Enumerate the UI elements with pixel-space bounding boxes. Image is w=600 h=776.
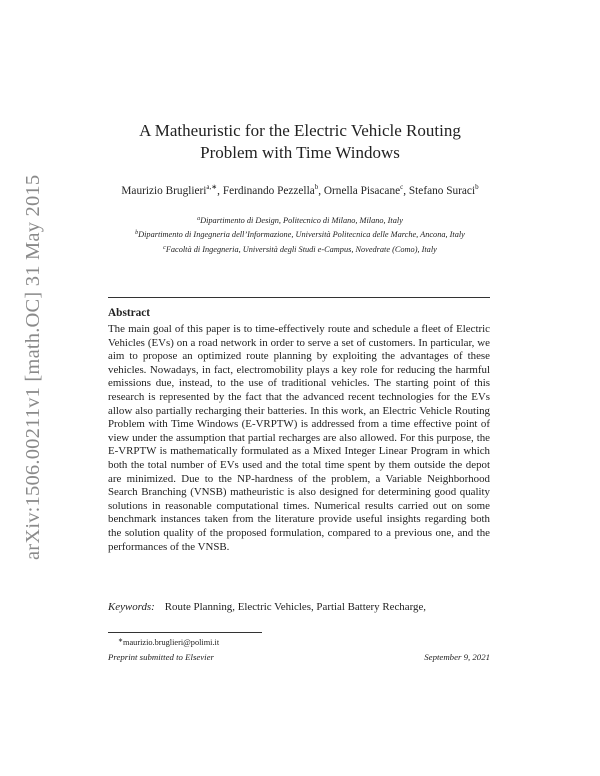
- abstract-top-rule: [108, 297, 490, 298]
- footnote-mark: ∗: [118, 638, 124, 644]
- abstract-body: The main goal of this paper is to time-effectively route and schedule a fleet of Electric Vehicles (EVs) on a road network in order to serve a set of customers. In particular, we aim to propose an optimized route planning by exploiting the advantages of these vehicles. Nowadays, in fact, electromobility plays a key role for reducing the harmful emissions due, instead, to the use of traditional vehicles. The starting point of this research is represented by the fact that the advanced recent technologies for the EVs allow also partially recharging their batteries. In this work, an Electric Vehicle Routing Problem with Time Windows (E-VRPTW) is addressed from a time effective point of view under the assumption that partial recharges are also allowed. For this purpose, the E-VRPTW is mathematically formulated as a Mixed Integer Linear Program in which both the total number of EVs used and the total time spent by them outside the depot are minimized. Due to the NP-hardness of the problem, a Variable Neighborhood Search Branching (VNSB) matheuristic is also designed for determining good quality solutions in reasonable computational times. Numerical results carried out on some benchmark instances taken from the literature provide useful insights regarding both the solution quality of the proposed formulation, compared to a previous one, and the performances of the VNSB.: [108, 323, 490, 553]
- author-mark: b: [314, 183, 319, 191]
- keywords-label: Keywords:: [108, 601, 155, 613]
- affiliation-mark: c: [163, 244, 166, 251]
- affiliation-list: [108, 213, 492, 256]
- author-mark: c: [400, 183, 404, 191]
- preprint-note: Preprint submitted to Elsevier: [108, 652, 214, 662]
- footnote: [118, 637, 219, 647]
- author-mark: a,∗: [206, 183, 218, 191]
- affiliation-mark: a: [197, 216, 201, 222]
- affiliation-mark: b: [135, 230, 139, 237]
- footnote-email: maurizio.bruglieri@polimi.it: [123, 638, 220, 647]
- affiliation-text: Dipartimento di Ingegneria dell’Informazione, Università Politecnica delle Marche, Ancona, Italy: [138, 230, 465, 240]
- abstract-heading: Abstract: [108, 307, 151, 319]
- affiliation: [108, 242, 492, 256]
- paper-title: [108, 120, 492, 164]
- author-name: Maurizio Bruglieri: [121, 185, 207, 197]
- arxiv-identifier: arXiv:1506.00211v1 [math.OC] 31 May 2015: [22, 174, 44, 560]
- affiliation-text: Dipartimento di Design, Politecnico di Milano, Milano, Italy: [200, 216, 403, 225]
- affiliation-text: Facoltà di Ingegneria, Università degli Studi e-Campus, Novedrate (Como), Italy: [165, 244, 437, 254]
- title-line-2: Problem with Time Windows: [200, 143, 400, 162]
- footer-date: September 9, 2021: [424, 652, 490, 662]
- keywords-line: [108, 601, 490, 613]
- footnote-rule: [108, 632, 262, 633]
- author-name: Stefano Suraci: [408, 185, 476, 197]
- author-name: Ornella Pisacane: [323, 185, 401, 197]
- keywords-text: Route Planning, Electric Vehicles, Partial Battery Recharge,: [164, 601, 426, 613]
- affiliation: [108, 213, 492, 227]
- author-mark: b: [475, 183, 479, 191]
- author-list: Maurizio Bruglieri$^{a,∗}$, Ferdinando Pezzella$^b$, Ornella Pisacane$^c$, Stefano Suraci$^b$: [121, 183, 479, 197]
- title-line-1: A Matheuristic for the Electric Vehicle Routing: [139, 121, 461, 140]
- author-name: Ferdinando Pezzella: [222, 185, 315, 197]
- affiliation: [108, 227, 492, 241]
